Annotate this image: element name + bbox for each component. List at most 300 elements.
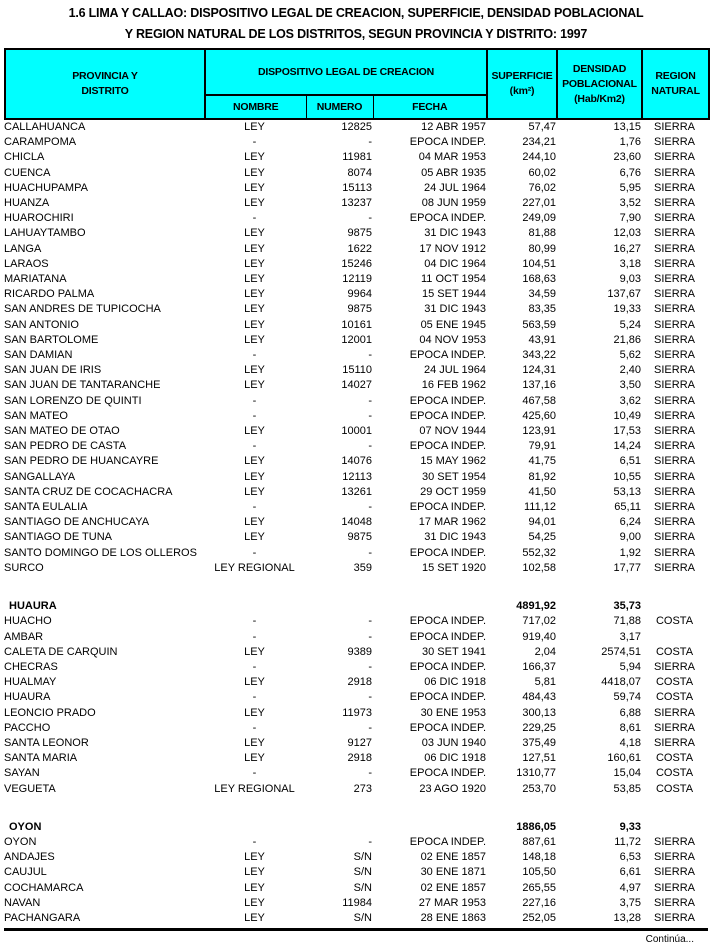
cell-superficie: 252,05 (522, 911, 556, 924)
cell-densidad: 3,50 (619, 379, 641, 392)
cell-numero: 15113 (342, 181, 372, 194)
cell-region: COSTA (655, 767, 694, 780)
cell-densidad: 9,33 (619, 820, 641, 833)
cell-numero: S/N (353, 881, 372, 894)
cell-superficie: 81,88 (528, 227, 556, 240)
cell-superficie: 249,09 (522, 212, 556, 225)
cell-nombre: LEY (244, 645, 265, 658)
cell-densidad: 6,51 (619, 455, 641, 468)
cell-region: SIERRA (654, 706, 695, 719)
cell-fecha: 08 JUN 1959 (421, 197, 486, 210)
cell-fecha: EPOCA INDEP. (409, 440, 486, 453)
cell-densidad: 16,27 (613, 242, 641, 255)
table-row (4, 515, 708, 530)
col-header-superficie: SUPERFICIE (km²) (487, 49, 557, 119)
data-table (4, 120, 708, 926)
cell-region: SIERRA (654, 333, 695, 346)
cell-superficie: 234,21 (522, 136, 556, 149)
col-header-nombre: NOMBRE (205, 95, 306, 119)
cell-superficie: 124,31 (522, 364, 556, 377)
table-row (4, 439, 708, 454)
cell-nombre: - (252, 501, 257, 514)
cell-numero: 11984 (342, 896, 372, 909)
cell-region: SIERRA (654, 394, 695, 407)
cell-numero: - (368, 660, 372, 673)
cell-numero: - (368, 615, 372, 628)
cell-densidad: 71,88 (613, 615, 641, 628)
cell-superficie: 104,51 (522, 257, 556, 270)
cell-numero: S/N (353, 866, 372, 879)
cell-numero: 9875 (347, 531, 372, 544)
cell-name: HUALMAY (4, 676, 57, 689)
cell-densidad: 4,97 (619, 881, 641, 894)
cell-region: COSTA (655, 615, 694, 628)
table-row (4, 120, 708, 135)
cell-name: SANTA MARIA (4, 752, 78, 765)
cell-numero: 14027 (341, 379, 372, 392)
table-row (4, 835, 708, 850)
cell-superficie: 83,35 (528, 303, 556, 316)
table-row (4, 333, 708, 348)
cell-numero: - (368, 835, 372, 848)
cell-numero: S/N (353, 911, 372, 924)
cell-densidad: 1,76 (619, 136, 641, 149)
cell-numero: 2918 (347, 676, 372, 689)
table-row (4, 766, 708, 781)
cell-fecha: EPOCA INDEP. (409, 136, 486, 149)
cell-fecha: 30 ENE 1953 (420, 706, 486, 719)
cell-region: SIERRA (654, 835, 695, 848)
cell-name: LARAOS (4, 257, 49, 270)
cell-numero: - (368, 767, 372, 780)
cell-region: SIERRA (654, 318, 695, 331)
cell-fecha: EPOCA INDEP. (409, 212, 486, 225)
table-row (4, 850, 708, 865)
cell-densidad: 6,61 (619, 866, 641, 879)
table-row (4, 675, 708, 690)
table-row (4, 242, 708, 257)
cell-superficie: 111,12 (523, 501, 556, 514)
cell-superficie: 57,47 (528, 121, 556, 133)
cell-name: SANTA EULALIA (4, 501, 88, 514)
cell-region (641, 820, 708, 835)
col-header-numero: NUMERO (306, 95, 373, 119)
cell-densidad: 3,75 (619, 896, 641, 909)
cell-densidad: 6,24 (619, 516, 641, 529)
cell-region: SIERRA (654, 546, 695, 559)
cell-region: SIERRA (654, 151, 695, 164)
cell-nombre: LEY (244, 851, 265, 864)
cell-superficie: 102,58 (522, 561, 556, 574)
cell-region: SIERRA (654, 561, 695, 574)
cell-region: SIERRA (654, 303, 695, 316)
cell-densidad: 137,67 (607, 288, 641, 301)
cell-densidad: 5,62 (619, 349, 641, 362)
cell-name: CALETA DE CARQUIN (4, 645, 118, 658)
table-row (4, 272, 708, 287)
cell-fecha: 27 MAR 1953 (418, 896, 486, 909)
cell-superficie: 166,37 (522, 660, 556, 673)
cell-nombre: LEY (244, 516, 265, 529)
table-row (4, 736, 708, 751)
cell-superficie: 5,81 (534, 676, 556, 689)
cell-densidad: 8,61 (619, 721, 641, 734)
statistics-table (4, 48, 708, 945)
cell-fecha: 06 DIC 1918 (424, 752, 486, 765)
cell-fecha: 05 ABR 1935 (421, 166, 486, 179)
cell-name: SANTA CRUZ DE COCACHACRA (4, 485, 173, 498)
cell-numero: 9964 (347, 288, 372, 301)
cell-superficie: 43,91 (528, 333, 556, 346)
cell-region: SIERRA (654, 121, 695, 133)
cell-densidad: 5,95 (619, 181, 641, 194)
cell-superficie: 1886,05 (516, 820, 556, 833)
cell-fecha: 07 NOV 1944 (419, 425, 486, 438)
table-row (4, 318, 708, 333)
cell-fecha: 15 SET 1920 (421, 561, 486, 574)
cell-numero: 11973 (342, 706, 372, 719)
cell-name: CAUJUL (4, 866, 47, 879)
cell-numero: 11981 (342, 151, 372, 164)
cell-densidad: 6,88 (619, 706, 641, 719)
cell-nombre: - (252, 212, 257, 225)
cell-nombre: LEY (244, 425, 265, 438)
table-row (4, 690, 708, 705)
cell-densidad: 65,11 (614, 501, 641, 514)
table-row (4, 363, 708, 378)
cell-superficie: 265,55 (522, 881, 556, 894)
cell-name: SAN JUAN DE TANTARANCHE (4, 379, 161, 392)
cell-fecha: 15 SET 1944 (421, 288, 486, 301)
cell-name: RICARDO PALMA (4, 288, 95, 301)
cell-name: HUAURA (9, 600, 57, 613)
cell-densidad: 35,73 (613, 600, 641, 613)
cell-nombre: LEY (244, 866, 265, 879)
cell-numero: 8074 (347, 166, 372, 179)
cell-superficie: 2,04 (534, 645, 556, 658)
cell-densidad: 10,49 (613, 409, 641, 422)
cell-region: SIERRA (654, 911, 695, 924)
cell-region: SIERRA (654, 455, 695, 468)
cell-fecha: EPOCA INDEP. (409, 501, 486, 514)
cell-name: CALLAHUANCA (4, 121, 86, 133)
cell-nombre (204, 599, 305, 614)
cell-numero: - (368, 394, 372, 407)
cell-fecha: EPOCA INDEP. (409, 767, 486, 780)
cell-region: COSTA (655, 752, 694, 765)
table-row (4, 782, 708, 797)
cell-densidad: 53,85 (613, 782, 641, 795)
cell-name: HUACHO (4, 615, 52, 628)
cell-name: LANGA (4, 242, 42, 255)
cell-nombre: - (252, 440, 257, 453)
cell-nombre: - (252, 615, 257, 628)
cell-superficie: 148,18 (522, 851, 556, 864)
footer-continua: Continúa... (645, 934, 694, 945)
cell-nombre: LEY (244, 242, 265, 255)
cell-name: CHICLA (4, 151, 45, 164)
cell-densidad: 4418,07 (601, 676, 641, 689)
cell-nombre: - (252, 394, 257, 407)
cell-name: SAN MATEO DE OTAO (4, 425, 120, 438)
cell-name: SAN MATEO (4, 409, 68, 422)
cell-superficie: 244,10 (522, 151, 556, 164)
cell-name: CARAMPOMA (4, 136, 77, 149)
cell-densidad: 5,94 (619, 660, 641, 673)
cell-superficie: 41,50 (528, 485, 556, 498)
cell-region: COSTA (655, 645, 694, 658)
cell-numero: - (368, 721, 372, 734)
cell-densidad: 59,74 (613, 691, 641, 704)
cell-nombre: LEY (244, 166, 265, 179)
cell-fecha (372, 820, 486, 835)
cell-fecha: 31 DIC 1943 (424, 531, 486, 544)
cell-numero: 9875 (347, 227, 372, 240)
cell-region: SIERRA (654, 257, 695, 270)
cell-nombre (204, 820, 305, 835)
cell-name: SAN ANTONIO (4, 318, 79, 331)
cell-name: CHECRAS (4, 660, 58, 673)
cell-name: CUENCA (4, 166, 51, 179)
cell-numero: 15110 (342, 364, 372, 377)
cell-numero: 9875 (347, 303, 372, 316)
table-row (4, 485, 708, 500)
table-row (4, 645, 708, 660)
cell-densidad: 1,92 (619, 546, 641, 559)
cell-nombre: LEY (244, 736, 265, 749)
cell-fecha: 04 NOV 1953 (419, 333, 486, 346)
cell-densidad: 7,90 (619, 212, 641, 225)
table-row (4, 454, 708, 469)
table-row (4, 721, 708, 736)
cell-fecha: 30 SET 1941 (421, 645, 486, 658)
cell-fecha: EPOCA INDEP. (409, 615, 486, 628)
cell-nombre: LEY (244, 379, 265, 392)
cell-region: SIERRA (654, 721, 695, 734)
cell-region: SIERRA (654, 531, 695, 544)
table-row (4, 706, 708, 721)
cell-densidad: 11,72 (614, 835, 641, 848)
cell-numero: - (368, 349, 372, 362)
cell-fecha: 17 NOV 1912 (419, 242, 486, 255)
cell-region: SIERRA (654, 273, 695, 286)
cell-nombre: - (252, 136, 257, 149)
table-row (4, 181, 708, 196)
table-row (4, 881, 708, 896)
cell-region: SIERRA (654, 501, 695, 514)
cell-densidad: 3,18 (619, 257, 641, 270)
cell-numero: 10001 (341, 425, 372, 438)
cell-nombre: LEY (244, 318, 265, 331)
cell-superficie: 484,43 (522, 691, 556, 704)
cell-nombre: LEY (244, 151, 265, 164)
cell-name: HUAURA (4, 691, 51, 704)
cell-superficie: 227,01 (522, 197, 556, 210)
cell-region (641, 599, 708, 614)
cell-nombre: LEY (244, 485, 265, 498)
cell-nombre: - (252, 691, 257, 704)
cell-fecha: 02 ENE 1857 (420, 881, 486, 894)
cell-region: SIERRA (654, 881, 695, 894)
cell-name: SANTIAGO DE TUNA (4, 531, 112, 544)
cell-densidad: 6,53 (619, 851, 641, 864)
cell-name: SAN BARTOLOME (4, 333, 99, 346)
cell-densidad: 13,28 (613, 911, 641, 924)
cell-superficie: 343,22 (522, 349, 556, 362)
cell-superficie: 919,40 (522, 630, 556, 643)
cell-superficie: 717,02 (522, 615, 556, 628)
cell-nombre: - (252, 409, 257, 422)
cell-densidad: 3,52 (619, 197, 641, 210)
cell-nombre: - (252, 767, 257, 780)
cell-fecha: 23 AGO 1920 (419, 782, 486, 795)
cell-numero: - (368, 630, 372, 643)
cell-name: HUAROCHIRI (4, 212, 74, 225)
cell-nombre: - (252, 660, 257, 673)
table-row (4, 348, 708, 363)
cell-region: SIERRA (654, 896, 695, 909)
cell-nombre: LEY (244, 752, 265, 765)
table-row (4, 150, 708, 165)
cell-region: SIERRA (654, 379, 695, 392)
cell-nombre: LEY (244, 531, 265, 544)
table-row (4, 911, 708, 926)
cell-densidad: 6,76 (619, 166, 641, 179)
col-header-densidad: DENSIDAD POBLACIONAL (Hab/Km2) (557, 49, 642, 119)
cell-numero: S/N (353, 851, 372, 864)
cell-name: COCHAMARCA (4, 881, 84, 894)
col-header-dispositivo-legal: DISPOSITIVO LEGAL DE CREACION (205, 49, 487, 95)
cell-region: SIERRA (654, 197, 695, 210)
cell-nombre: LEY (244, 706, 265, 719)
cell-region: SIERRA (654, 516, 695, 529)
cell-superficie: 137,16 (522, 379, 556, 392)
spacer-row (4, 797, 708, 820)
cell-superficie: 41,75 (528, 455, 556, 468)
cell-nombre: - (252, 835, 257, 848)
cell-nombre: LEY REGIONAL (214, 561, 295, 574)
table-row (4, 378, 708, 393)
cell-region: SIERRA (654, 136, 695, 149)
cell-superficie: 227,16 (522, 896, 556, 909)
table-header (4, 48, 710, 120)
cell-superficie: 79,91 (528, 440, 556, 453)
cell-fecha: 28 ENE 1863 (420, 911, 486, 924)
cell-numero: 10161 (341, 318, 372, 331)
col-header-region: REGION NATURAL (642, 49, 709, 119)
cell-numero (305, 599, 372, 614)
cell-densidad: 19,33 (613, 303, 641, 316)
cell-name: ANDAJES (4, 851, 55, 864)
cell-superficie: 76,02 (528, 181, 556, 194)
cell-name: VEGUETA (4, 782, 56, 795)
cell-nombre: LEY (244, 273, 265, 286)
spacer-row (4, 576, 708, 599)
table-row (4, 211, 708, 226)
cell-nombre: LEY (244, 227, 265, 240)
cell-fecha: 06 DIC 1918 (424, 676, 486, 689)
cell-superficie: 94,01 (528, 516, 556, 529)
cell-name: SAN PEDRO DE HUANCAYRE (4, 455, 159, 468)
cell-region: SIERRA (654, 425, 695, 438)
cell-nombre: LEY (244, 181, 265, 194)
cell-fecha: EPOCA INDEP. (409, 409, 486, 422)
page-title-line2: Y REGION NATURAL DE LOS DISTRITOS, SEGUN PROVINCIA Y DISTRITO: 1997 (124, 27, 588, 41)
cell-superficie: 80,99 (528, 242, 556, 255)
cell-name: LEONCIO PRADO (4, 706, 96, 719)
cell-fecha: EPOCA INDEP. (409, 691, 486, 704)
cell-nombre: - (252, 721, 257, 734)
cell-name: MARIATANA (4, 273, 67, 286)
cell-name: SANTA LEONOR (4, 736, 89, 749)
cell-region: SIERRA (654, 181, 695, 194)
cell-fecha: 30 ENE 1871 (420, 866, 486, 879)
cell-fecha: EPOCA INDEP. (409, 835, 486, 848)
cell-numero: 15246 (341, 257, 372, 270)
cell-nombre: LEY (244, 881, 265, 894)
cell-numero: 13237 (341, 197, 372, 210)
cell-nombre: LEY (244, 911, 265, 924)
cell-region: SIERRA (654, 242, 695, 255)
cell-region: SIERRA (654, 166, 695, 179)
cell-nombre: LEY (244, 470, 265, 483)
cell-nombre: LEY (244, 896, 265, 909)
cell-densidad: 2,40 (619, 364, 641, 377)
cell-fecha: EPOCA INDEP. (409, 394, 486, 407)
cell-densidad: 12,03 (613, 227, 641, 240)
cell-densidad: 14,24 (613, 440, 641, 453)
cell-numero: - (368, 136, 372, 149)
cell-nombre: LEY (244, 364, 265, 377)
cell-fecha: 24 JUL 1964 (424, 364, 486, 377)
cell-name: AMBAR (4, 630, 44, 643)
cell-numero: 12825 (341, 121, 372, 133)
table-row (4, 424, 708, 439)
table-row (4, 287, 708, 302)
cell-numero: 9127 (347, 736, 372, 749)
col-header-provincia-distrito: PROVINCIA Y DISTRITO (5, 49, 205, 119)
cell-fecha: 31 DIC 1943 (424, 227, 486, 240)
cell-superficie: 105,50 (522, 866, 556, 879)
cell-name: SURCO (4, 561, 44, 574)
cell-superficie: 300,13 (522, 706, 556, 719)
page-title (0, 6, 712, 42)
cell-superficie: 60,02 (528, 166, 556, 179)
cell-superficie: 375,49 (522, 736, 556, 749)
cell-name: SAYAN (4, 767, 40, 780)
cell-region: SIERRA (654, 851, 695, 864)
cell-fecha: 24 JUL 1964 (424, 181, 486, 194)
table-row (4, 226, 708, 241)
cell-densidad: 4,18 (619, 736, 641, 749)
cell-superficie: 1310,77 (516, 767, 556, 780)
cell-numero: 273 (353, 782, 372, 795)
cell-name: PACCHO (4, 721, 51, 734)
cell-region: SIERRA (654, 364, 695, 377)
cell-numero: 12001 (341, 333, 372, 346)
cell-name: SANTIAGO DE ANCHUCAYA (4, 516, 150, 529)
cell-fecha: 31 DIC 1943 (424, 303, 486, 316)
cell-densidad: 9,00 (619, 531, 641, 544)
table-row (4, 614, 708, 629)
province-row (4, 820, 708, 835)
table-row (4, 166, 708, 181)
cell-numero: 9389 (347, 645, 372, 658)
cell-numero: 2918 (347, 752, 372, 765)
cell-name: OYON (9, 820, 42, 833)
cell-numero: - (368, 691, 372, 704)
cell-densidad: 23,60 (613, 151, 641, 164)
